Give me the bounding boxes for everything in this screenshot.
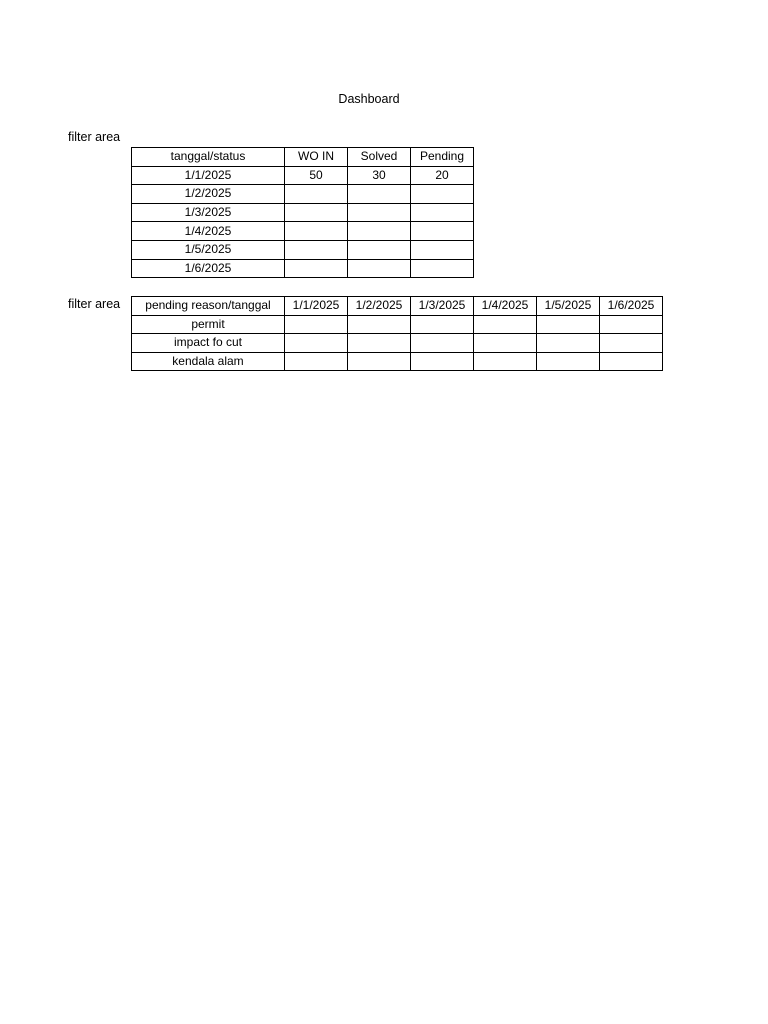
header-cell[interactable]: 1/1/2025 <box>285 297 348 316</box>
header-cell[interactable]: Solved <box>348 148 411 167</box>
count-cell[interactable] <box>474 315 537 334</box>
table-row <box>132 203 474 222</box>
filter-area-label: filter area <box>68 297 121 311</box>
solved-cell[interactable] <box>348 240 411 259</box>
count-cell[interactable] <box>348 334 411 353</box>
count-cell[interactable] <box>285 315 348 334</box>
count-cell[interactable] <box>411 334 474 353</box>
date-cell[interactable]: 1/1/2025 <box>132 166 285 185</box>
wo-in-cell[interactable] <box>285 240 348 259</box>
pending-cell[interactable] <box>411 222 474 241</box>
table-row <box>132 185 474 204</box>
solved-cell[interactable] <box>348 222 411 241</box>
table-row <box>132 352 663 371</box>
count-cell[interactable] <box>348 352 411 371</box>
table-row <box>132 166 474 185</box>
header-cell[interactable]: WO IN <box>285 148 348 167</box>
header-cell[interactable]: pending reason/tanggal <box>132 297 285 316</box>
header-cell[interactable]: 1/5/2025 <box>537 297 600 316</box>
table-row <box>132 315 663 334</box>
solved-cell[interactable] <box>348 259 411 278</box>
reason-cell[interactable]: permit <box>132 315 285 334</box>
table-row <box>132 222 474 241</box>
pending-cell[interactable] <box>411 203 474 222</box>
status-table <box>131 147 474 278</box>
header-cell[interactable]: 1/4/2025 <box>474 297 537 316</box>
count-cell[interactable] <box>474 334 537 353</box>
wo-in-cell[interactable] <box>285 259 348 278</box>
reason-cell[interactable]: kendala alam <box>132 352 285 371</box>
header-cell[interactable]: 1/3/2025 <box>411 297 474 316</box>
table-header-row <box>132 297 663 316</box>
pending-cell[interactable] <box>411 240 474 259</box>
solved-cell[interactable]: 30 <box>348 166 411 185</box>
date-cell[interactable]: 1/3/2025 <box>132 203 285 222</box>
count-cell[interactable] <box>474 352 537 371</box>
date-cell[interactable]: 1/5/2025 <box>132 240 285 259</box>
count-cell[interactable] <box>411 352 474 371</box>
count-cell[interactable] <box>411 315 474 334</box>
table-row <box>132 259 474 278</box>
table-row <box>132 240 474 259</box>
header-cell[interactable]: tanggal/status <box>132 148 285 167</box>
count-cell[interactable] <box>537 334 600 353</box>
count-cell[interactable] <box>348 315 411 334</box>
count-cell[interactable] <box>600 352 663 371</box>
page-title: Dashboard <box>338 92 400 106</box>
count-cell[interactable] <box>537 315 600 334</box>
date-cell[interactable]: 1/4/2025 <box>132 222 285 241</box>
count-cell[interactable] <box>600 334 663 353</box>
pending-cell[interactable]: 20 <box>411 166 474 185</box>
solved-cell[interactable] <box>348 203 411 222</box>
header-cell[interactable]: 1/6/2025 <box>600 297 663 316</box>
reason-cell[interactable]: impact fo cut <box>132 334 285 353</box>
filter-area-label: filter area <box>68 130 121 144</box>
table-header-row <box>132 148 474 167</box>
wo-in-cell[interactable] <box>285 185 348 204</box>
wo-in-cell[interactable] <box>285 203 348 222</box>
count-cell[interactable] <box>600 315 663 334</box>
pending-cell[interactable] <box>411 185 474 204</box>
count-cell[interactable] <box>285 352 348 371</box>
table-row <box>132 334 663 353</box>
date-cell[interactable]: 1/2/2025 <box>132 185 285 204</box>
date-cell[interactable]: 1/6/2025 <box>132 259 285 278</box>
solved-cell[interactable] <box>348 185 411 204</box>
wo-in-cell[interactable]: 50 <box>285 166 348 185</box>
count-cell[interactable] <box>537 352 600 371</box>
count-cell[interactable] <box>285 334 348 353</box>
header-cell[interactable]: Pending <box>411 148 474 167</box>
wo-in-cell[interactable] <box>285 222 348 241</box>
pending-reason-table <box>131 296 663 371</box>
header-cell[interactable]: 1/2/2025 <box>348 297 411 316</box>
pending-cell[interactable] <box>411 259 474 278</box>
